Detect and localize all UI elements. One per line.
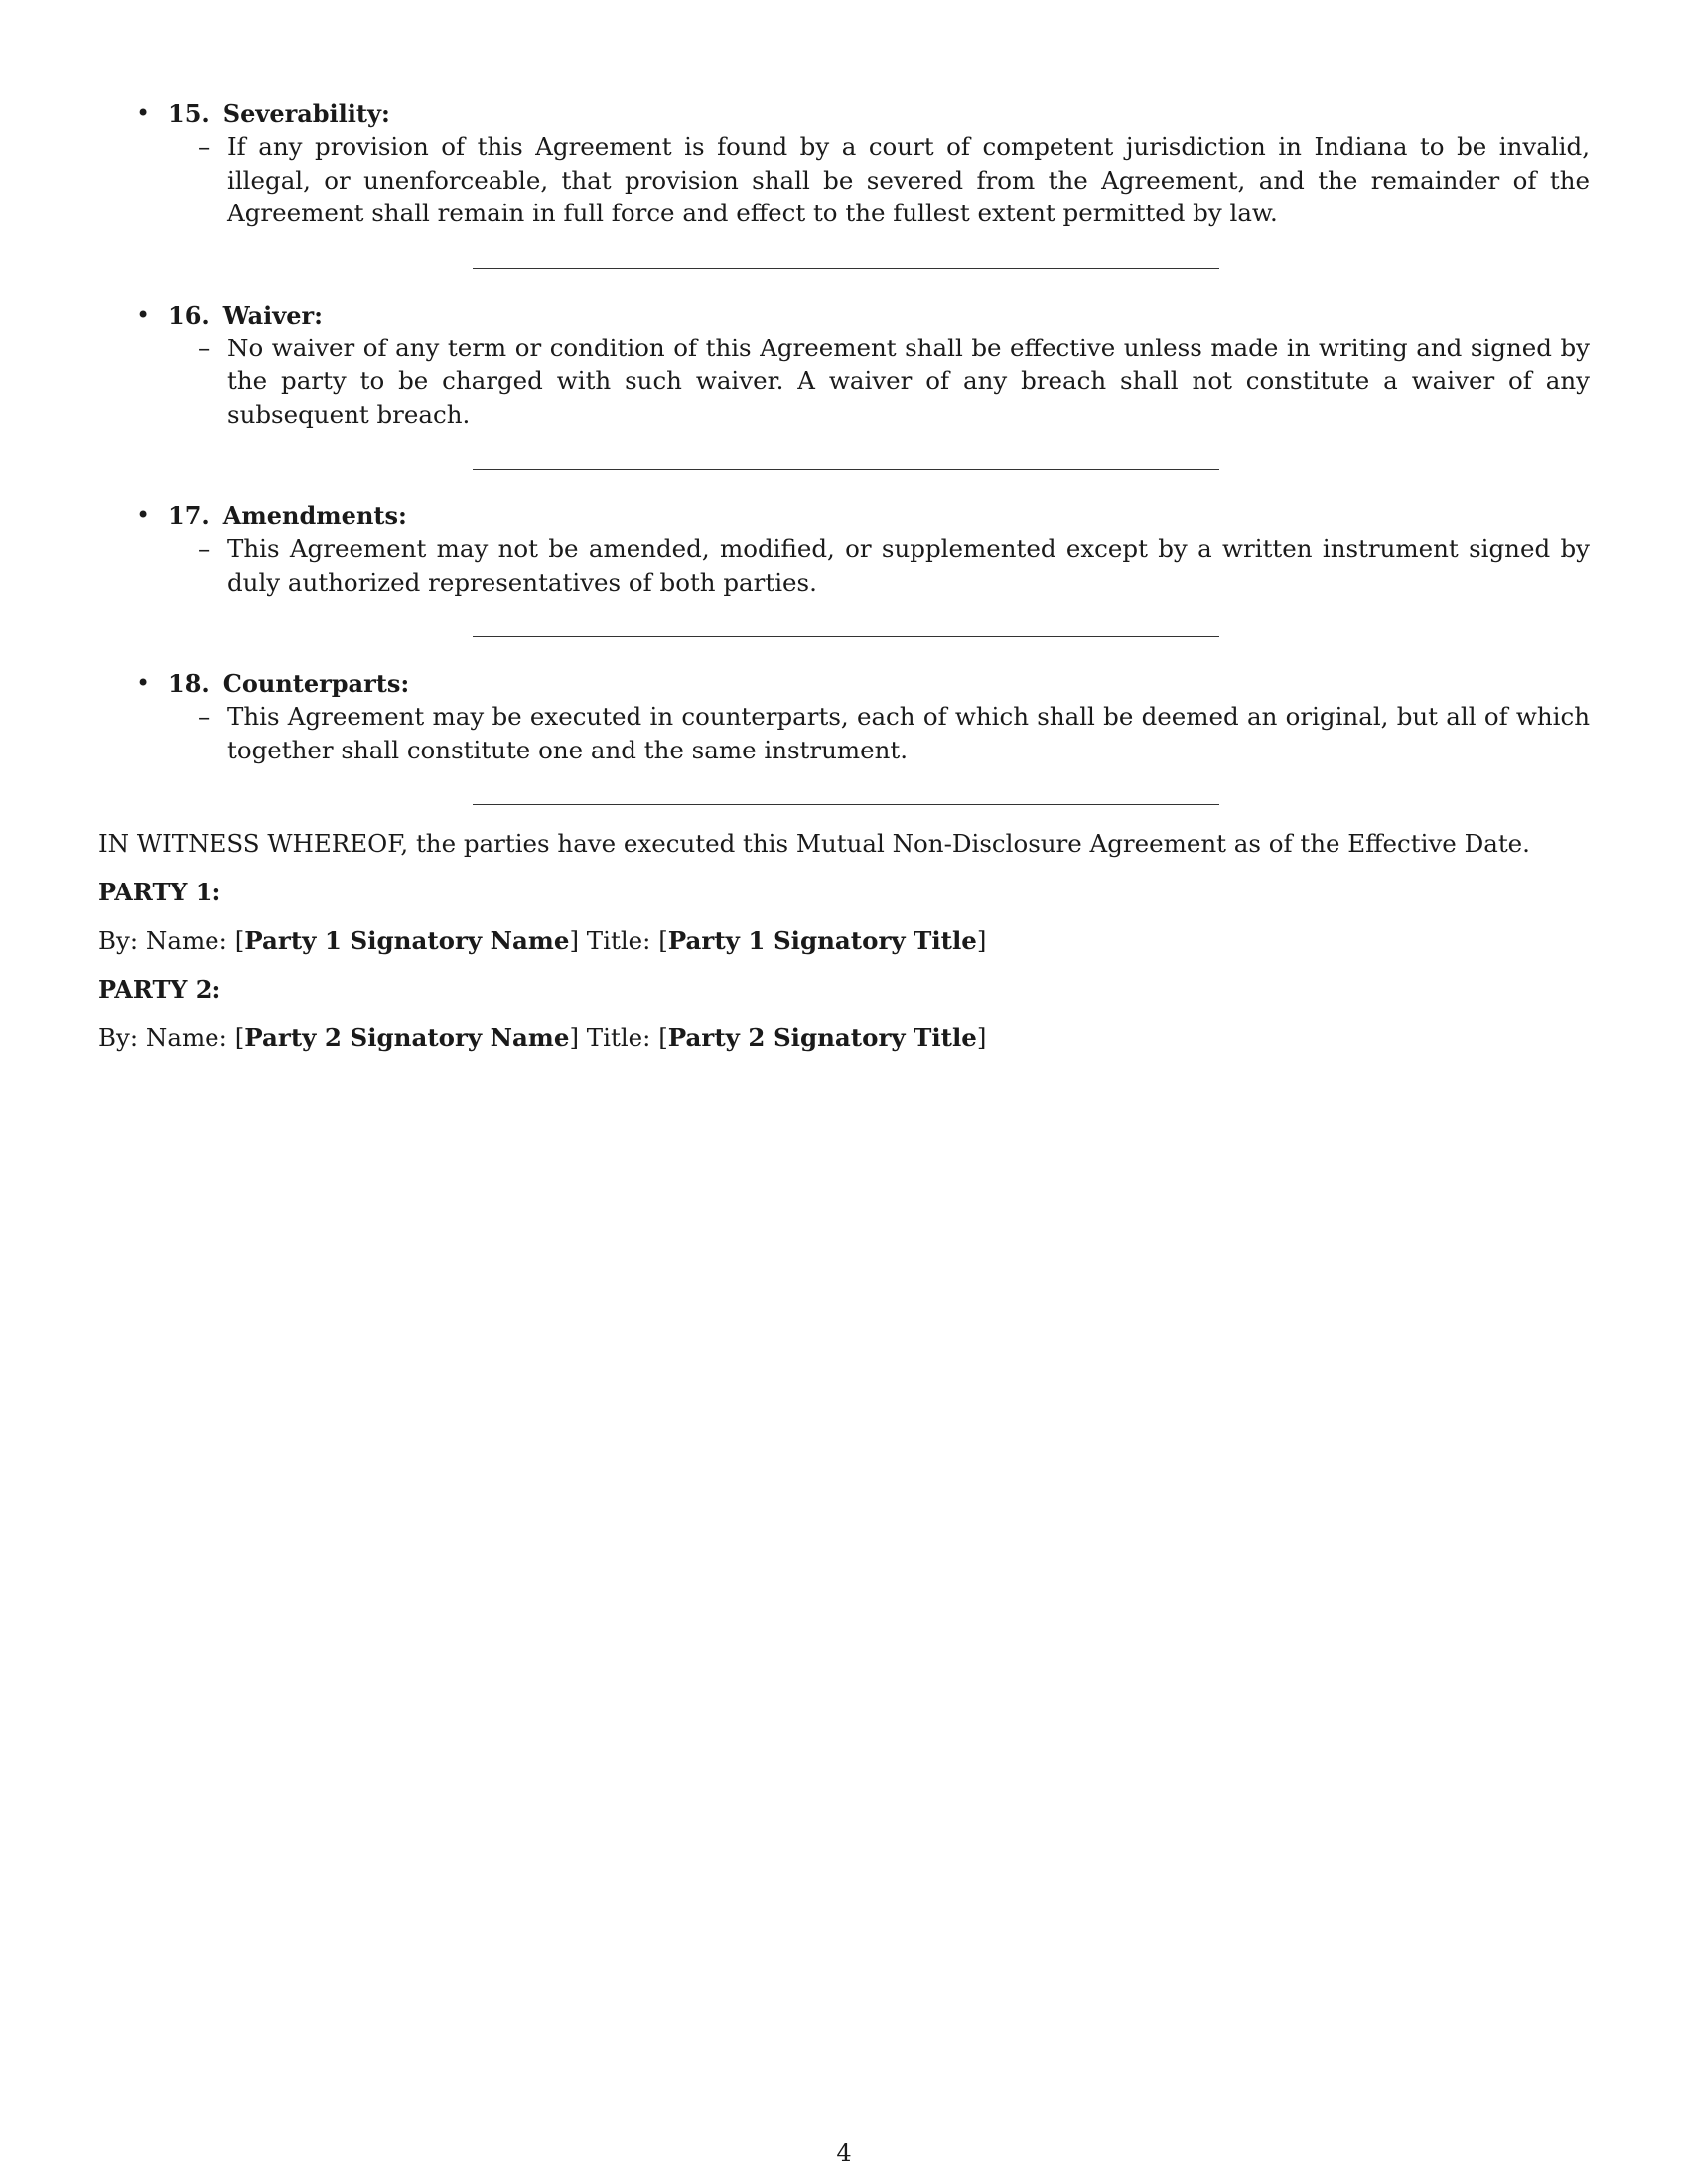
section-heading [168,499,1590,532]
clause-text: This Agreement may be executed in counterparts, each of which shall be deemed an original, but all of which together shall constitute one and the same instrument. [227,702,1590,764]
bullet: • [136,99,151,127]
section-heading [168,97,1590,130]
section-divider [473,804,1219,805]
section-title: Waiver: [222,300,324,330]
dash-marker: – [198,333,211,362]
section-amendments [98,499,1590,599]
title-label: Title: [586,1024,651,1052]
by-label: By: [98,1024,139,1052]
party-2-title-placeholder: Party 2 Signatory Title [667,1024,977,1052]
party-1-name-placeholder: Party 1 Signatory Name [244,926,570,955]
section-number: 16. [168,300,210,330]
page-number: 4 [836,2139,852,2167]
party-1-title-placeholder: Party 1 Signatory Title [667,926,977,955]
name-label: Name: [145,1024,227,1052]
section-clause [168,700,1590,766]
clause-text: No waiver of any term or condition of this Agreement shall be effective unless made in writing and signed by the party to be charged with such waiver. A waiver of any breach shall not constitute a waiver of any subsequent breach. [227,333,1590,429]
section-title: Severability: [222,99,390,128]
document-page [98,97,1590,1054]
section-title: Amendments: [222,501,407,530]
bullet: • [136,501,151,529]
section-heading [168,299,1590,332]
section-severability [98,97,1590,230]
party-2-heading: PARTY 2: [98,975,221,1004]
title-label: Title: [586,926,651,955]
section-list [98,97,1590,805]
section-waiver [98,299,1590,432]
clause-text: This Agreement may not be amended, modified, or supplemented except by a written instrument signed by duly authorized representatives of both parties. [227,534,1590,597]
dash-marker: – [198,702,211,731]
dash-marker: – [198,132,211,161]
section-number: 15. [168,99,210,128]
party-2-name-placeholder: Party 2 Signatory Name [244,1024,570,1052]
bullet: • [136,300,151,329]
party-1-signature-line: By: Name: [Party 1 Signatory Name] Title: [Party 1 Signatory Title] [98,926,987,955]
section-clause [168,130,1590,230]
bullet: • [136,669,151,697]
party-1-heading: PARTY 1: [98,878,221,906]
section-counterparts [98,667,1590,766]
section-clause [168,532,1590,599]
name-label: Name: [145,926,227,955]
section-clause [168,332,1590,432]
clause-text: If any provision of this Agreement is found by a court of competent jurisdiction in Indiana to be invalid, illegal, or unenforceable, that provision shall be severed from the Agreement, and the remainder of the Agreement shall remain in full force and effect to the fullest extent permitted by law. [227,132,1590,227]
by-label: By: [98,926,139,955]
dash-marker: – [198,534,211,563]
party-2-signature-line: By: Name: [Party 2 Signatory Name] Title: [Party 2 Signatory Title] [98,1024,987,1052]
section-number: 18. [168,669,210,698]
section-heading [168,667,1590,700]
witness-statement: IN WITNESS WHEREOF, the parties have executed this Mutual Non-Disclosure Agreement as of the Effective Date. [98,829,1530,858]
section-title: Counterparts: [222,669,410,698]
section-number: 17. [168,501,210,530]
